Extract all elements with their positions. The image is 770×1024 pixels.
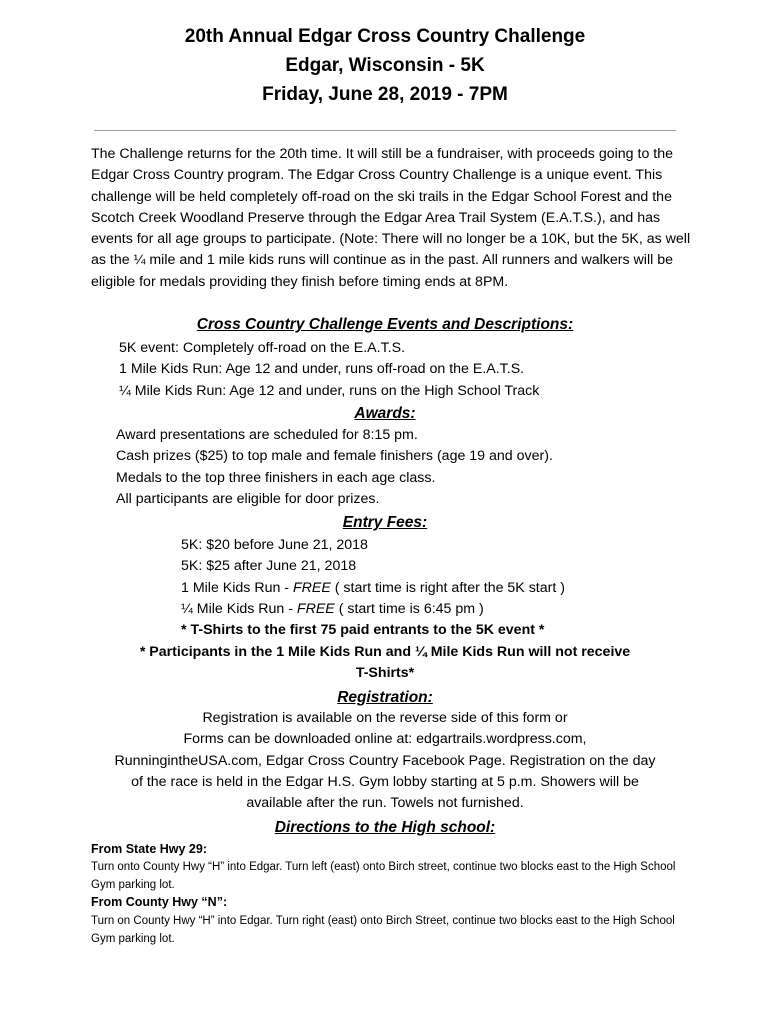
award-item: Cash prizes ($25) to top male and female finishers (age 19 and over). bbox=[116, 448, 553, 465]
directions-heading: Directions to the High school: bbox=[274, 819, 496, 836]
registration-line: RunningintheUSA.com, Edgar Cross Country Facebook Page. Registration on the day bbox=[114, 752, 656, 769]
kids-tshirt-note-line1: * Participants in the 1 Mile Kids Run and ¼ Mile Kids Run will not receive bbox=[139, 644, 631, 660]
events-heading: Cross Country Challenge Events and Descriptions: bbox=[196, 316, 574, 333]
direction-from-hwy-n-text: Turn on County Hwy “H” into Edgar. Turn right (east) onto Birch Street, continue two blocks east to the High School Gym parking lot. bbox=[91, 915, 675, 945]
intro-paragraph: The Challenge returns for the 20th time. It will still be a fundraiser, with proceeds going to the Edgar Cross Country program. The Edgar Cross Country Challenge is a unique event. This challenge will be held completely off-road on the ski trails in the Edgar School Forest and the Scotch Creek Woodland Preserve through the Edgar Area Trail System (E.A.T.S.), and has events for all age groups to participate. (Note: There will no longer be a 10K, but the 5K, as well as the ¼ mile and 1 mile kids runs will continue as in the past. All runners and walkers will be eligible for medals providing they finish before timing ends at 8PM. bbox=[91, 146, 691, 290]
awards-heading: Awards: bbox=[354, 405, 416, 422]
tshirt-note: * T-Shirts to the first 75 paid entrants to the 5K event * bbox=[181, 622, 545, 639]
registration-line: available after the run. Towels not furnished. bbox=[246, 795, 524, 812]
registration-line: Forms can be downloaded online at: edgartrails.wordpress.com, bbox=[183, 731, 587, 748]
fee-quarter-note: ( start time is 6:45 pm ) bbox=[334, 600, 484, 617]
direction-from-hwy-n-label: From County Hwy “N”: bbox=[91, 895, 228, 909]
fee-1mile-note: ( start time is right after the 5K start ) bbox=[330, 579, 565, 596]
fees-heading: Entry Fees: bbox=[342, 514, 428, 531]
award-item: All participants are eligible for door prizes. bbox=[116, 490, 380, 507]
fee-quarter-label: ¼ Mile Kids Run - bbox=[181, 600, 297, 617]
fee-1mile bbox=[181, 578, 565, 599]
fee-5k-early: 5K: $20 before June 21, 2018 bbox=[181, 537, 368, 553]
kids-tshirt-note bbox=[0, 642, 770, 685]
fee-quarter-free: FREE bbox=[296, 600, 335, 617]
direction-from-hwy29-label: From State Hwy 29: bbox=[91, 842, 208, 856]
registration-heading: Registration: bbox=[337, 689, 433, 706]
award-item: Medals to the top three finishers in each age class. bbox=[116, 469, 436, 486]
registration-line: Registration is available on the reverse side of this form or bbox=[202, 710, 568, 726]
registration-text bbox=[0, 708, 770, 814]
horizontal-divider bbox=[94, 130, 676, 131]
event-date: Friday, June 28, 2019 - 7PM bbox=[262, 84, 508, 105]
fee-quarter-mile bbox=[181, 599, 565, 620]
event-item-5k: 5K event: Completely off-road on the E.A.T.S. bbox=[119, 340, 406, 356]
kids-tshirt-note-line2: T-Shirts* bbox=[355, 665, 415, 682]
fee-5k-late: 5K: $25 after June 21, 2018 bbox=[181, 558, 357, 575]
title-block bbox=[0, 22, 770, 109]
registration-line: of the race is held in the Edgar H.S. Gym lobby starting at 5 p.m. Showers will be bbox=[131, 773, 639, 790]
event-title: 20th Annual Edgar Cross Country Challenge bbox=[184, 26, 586, 47]
fees-list bbox=[181, 535, 565, 641]
events-list bbox=[119, 338, 539, 402]
fee-1mile-label: 1 Mile Kids Run - bbox=[181, 579, 293, 596]
event-item-quarter-mile: ¼ Mile Kids Run: Age 12 and under, runs on the High School Track bbox=[119, 382, 540, 399]
award-item: Award presentations are scheduled for 8:15 pm. bbox=[116, 427, 418, 443]
event-location: Edgar, Wisconsin - 5K bbox=[285, 55, 485, 76]
event-item-1mile: 1 Mile Kids Run: Age 12 and under, runs off-road on the E.A.T.S. bbox=[119, 361, 525, 378]
awards-list bbox=[116, 425, 553, 510]
direction-from-hwy29-text: Turn onto County Hwy “H” into Edgar. Turn left (east) onto Birch street, continue two blocks east to the High School Gym parking lot. bbox=[91, 861, 676, 891]
fee-1mile-free: FREE bbox=[292, 579, 331, 596]
